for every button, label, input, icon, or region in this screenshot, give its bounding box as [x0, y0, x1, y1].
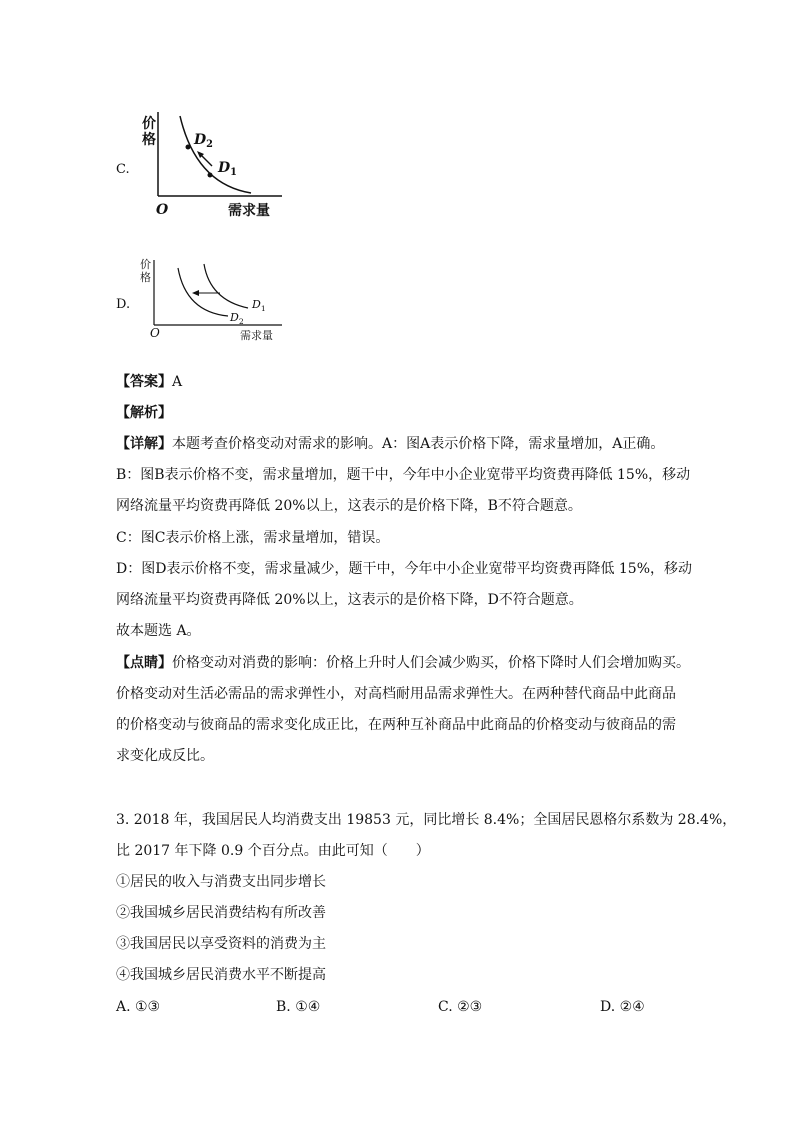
note-line-1	[116, 653, 690, 673]
answer-line	[116, 372, 182, 392]
y-axis-char-2: 格	[142, 132, 156, 148]
note-line-4: 求变化成反比。	[116, 748, 214, 764]
y-axis-label-d	[140, 258, 151, 284]
detail-line-6: 网络流量平均资费再降低 20%以上，这表示的是价格下降，D不符合题意。	[116, 592, 583, 608]
question3-item-4: ④我国城乡居民消费水平不断提高	[116, 967, 326, 983]
detail-line-5: D：图D表示价格不变，需求量减少，题干中，今年中小企业宽带平均资费再降低 15%，移动	[116, 561, 693, 577]
label-d2-d: $D_2$	[230, 311, 244, 326]
point-d2-c	[186, 145, 191, 150]
demand-curve-figure-d	[136, 256, 286, 346]
detail-line-2: B：图B表示价格不变，需求量增加，题干中，今年中小企业宽带平均资费再降低 15%，移动	[116, 467, 691, 483]
question3-item-2: ②我国城乡居民消费结构有所改善	[116, 905, 326, 921]
x-axis-label-c: 需求量	[228, 203, 270, 219]
note-line-3: 的价格变动与彼商品的需求变化成正比，在两种互补商品中此商品的价格变动与彼商品的需	[116, 717, 676, 733]
demand-curve-c	[180, 116, 251, 193]
y-axis-char-1: 价	[142, 116, 156, 132]
y-axis-label-c	[142, 115, 156, 148]
note-text-1: 价格变动对消费的影响：价格上升时人们会减少购买，价格下降时人们会增加购买。	[172, 655, 690, 671]
note-tag: 【点睛】	[116, 655, 172, 671]
y-axis-char-2: 格	[140, 271, 151, 284]
note-line-2: 价格变动对生活必需品的需求弹性小，对高档耐用品需求弹性大。在两种替代商品中此商品	[116, 686, 676, 702]
detail-tag: 【详解】	[116, 436, 172, 452]
answer-value: A	[172, 374, 183, 390]
detail-text-1: 本题考查价格变动对需求的影响。A：图A表示价格下降，需求量增加，A正确。	[172, 436, 665, 452]
option-d-label: D.	[116, 297, 131, 312]
question3-item-3: ③我国居民以享受资料的消费为主	[116, 936, 326, 952]
label-d1-d: $D_1$	[252, 298, 266, 313]
x-axis-label-d: 需求量	[240, 329, 273, 342]
detail-line-1	[116, 434, 664, 454]
label-d1-c: $D_1$	[218, 160, 237, 178]
curve-d2	[178, 268, 228, 316]
demand-curve-figure-c	[136, 108, 286, 226]
question3-line-1: 3. 2018 年，我国居民人均消费支出 19853 元，同比增长 8.4%；全国居民恩格尔系数为 28.4%，	[116, 812, 737, 828]
answer-tag: 【答案】	[116, 374, 172, 390]
choice-a[interactable]: A. ①③	[116, 999, 161, 1015]
choice-c[interactable]: C. ②③	[438, 999, 483, 1015]
detail-line-4: C：图C表示价格上涨，需求量增加，错误。	[116, 530, 390, 546]
curve-d1	[204, 264, 248, 308]
label-d2-c: $D_2$	[194, 132, 213, 150]
option-c-label: C.	[116, 162, 130, 177]
detail-line-7: 故本题选 A。	[116, 623, 201, 639]
detail-line-3: 网络流量平均资费再降低 20%以上，这表示的是价格下降，B不符合题意。	[116, 498, 582, 514]
choice-d[interactable]: D. ②④	[600, 999, 645, 1015]
question3-item-1: ①居民的收入与消费支出同步增长	[116, 874, 326, 890]
origin-d: O	[150, 326, 160, 340]
point-d1-c	[208, 173, 213, 178]
origin-c: O	[156, 202, 169, 218]
question3-line-2: 比 2017 年下降 0.9 个百分点。由此可知（ ）	[116, 843, 430, 859]
analysis-tag: 【解析】	[116, 405, 172, 421]
y-axis-char-1: 价	[140, 258, 151, 271]
arrow-head-d	[192, 290, 199, 296]
choice-b[interactable]: B. ①④	[276, 999, 321, 1015]
